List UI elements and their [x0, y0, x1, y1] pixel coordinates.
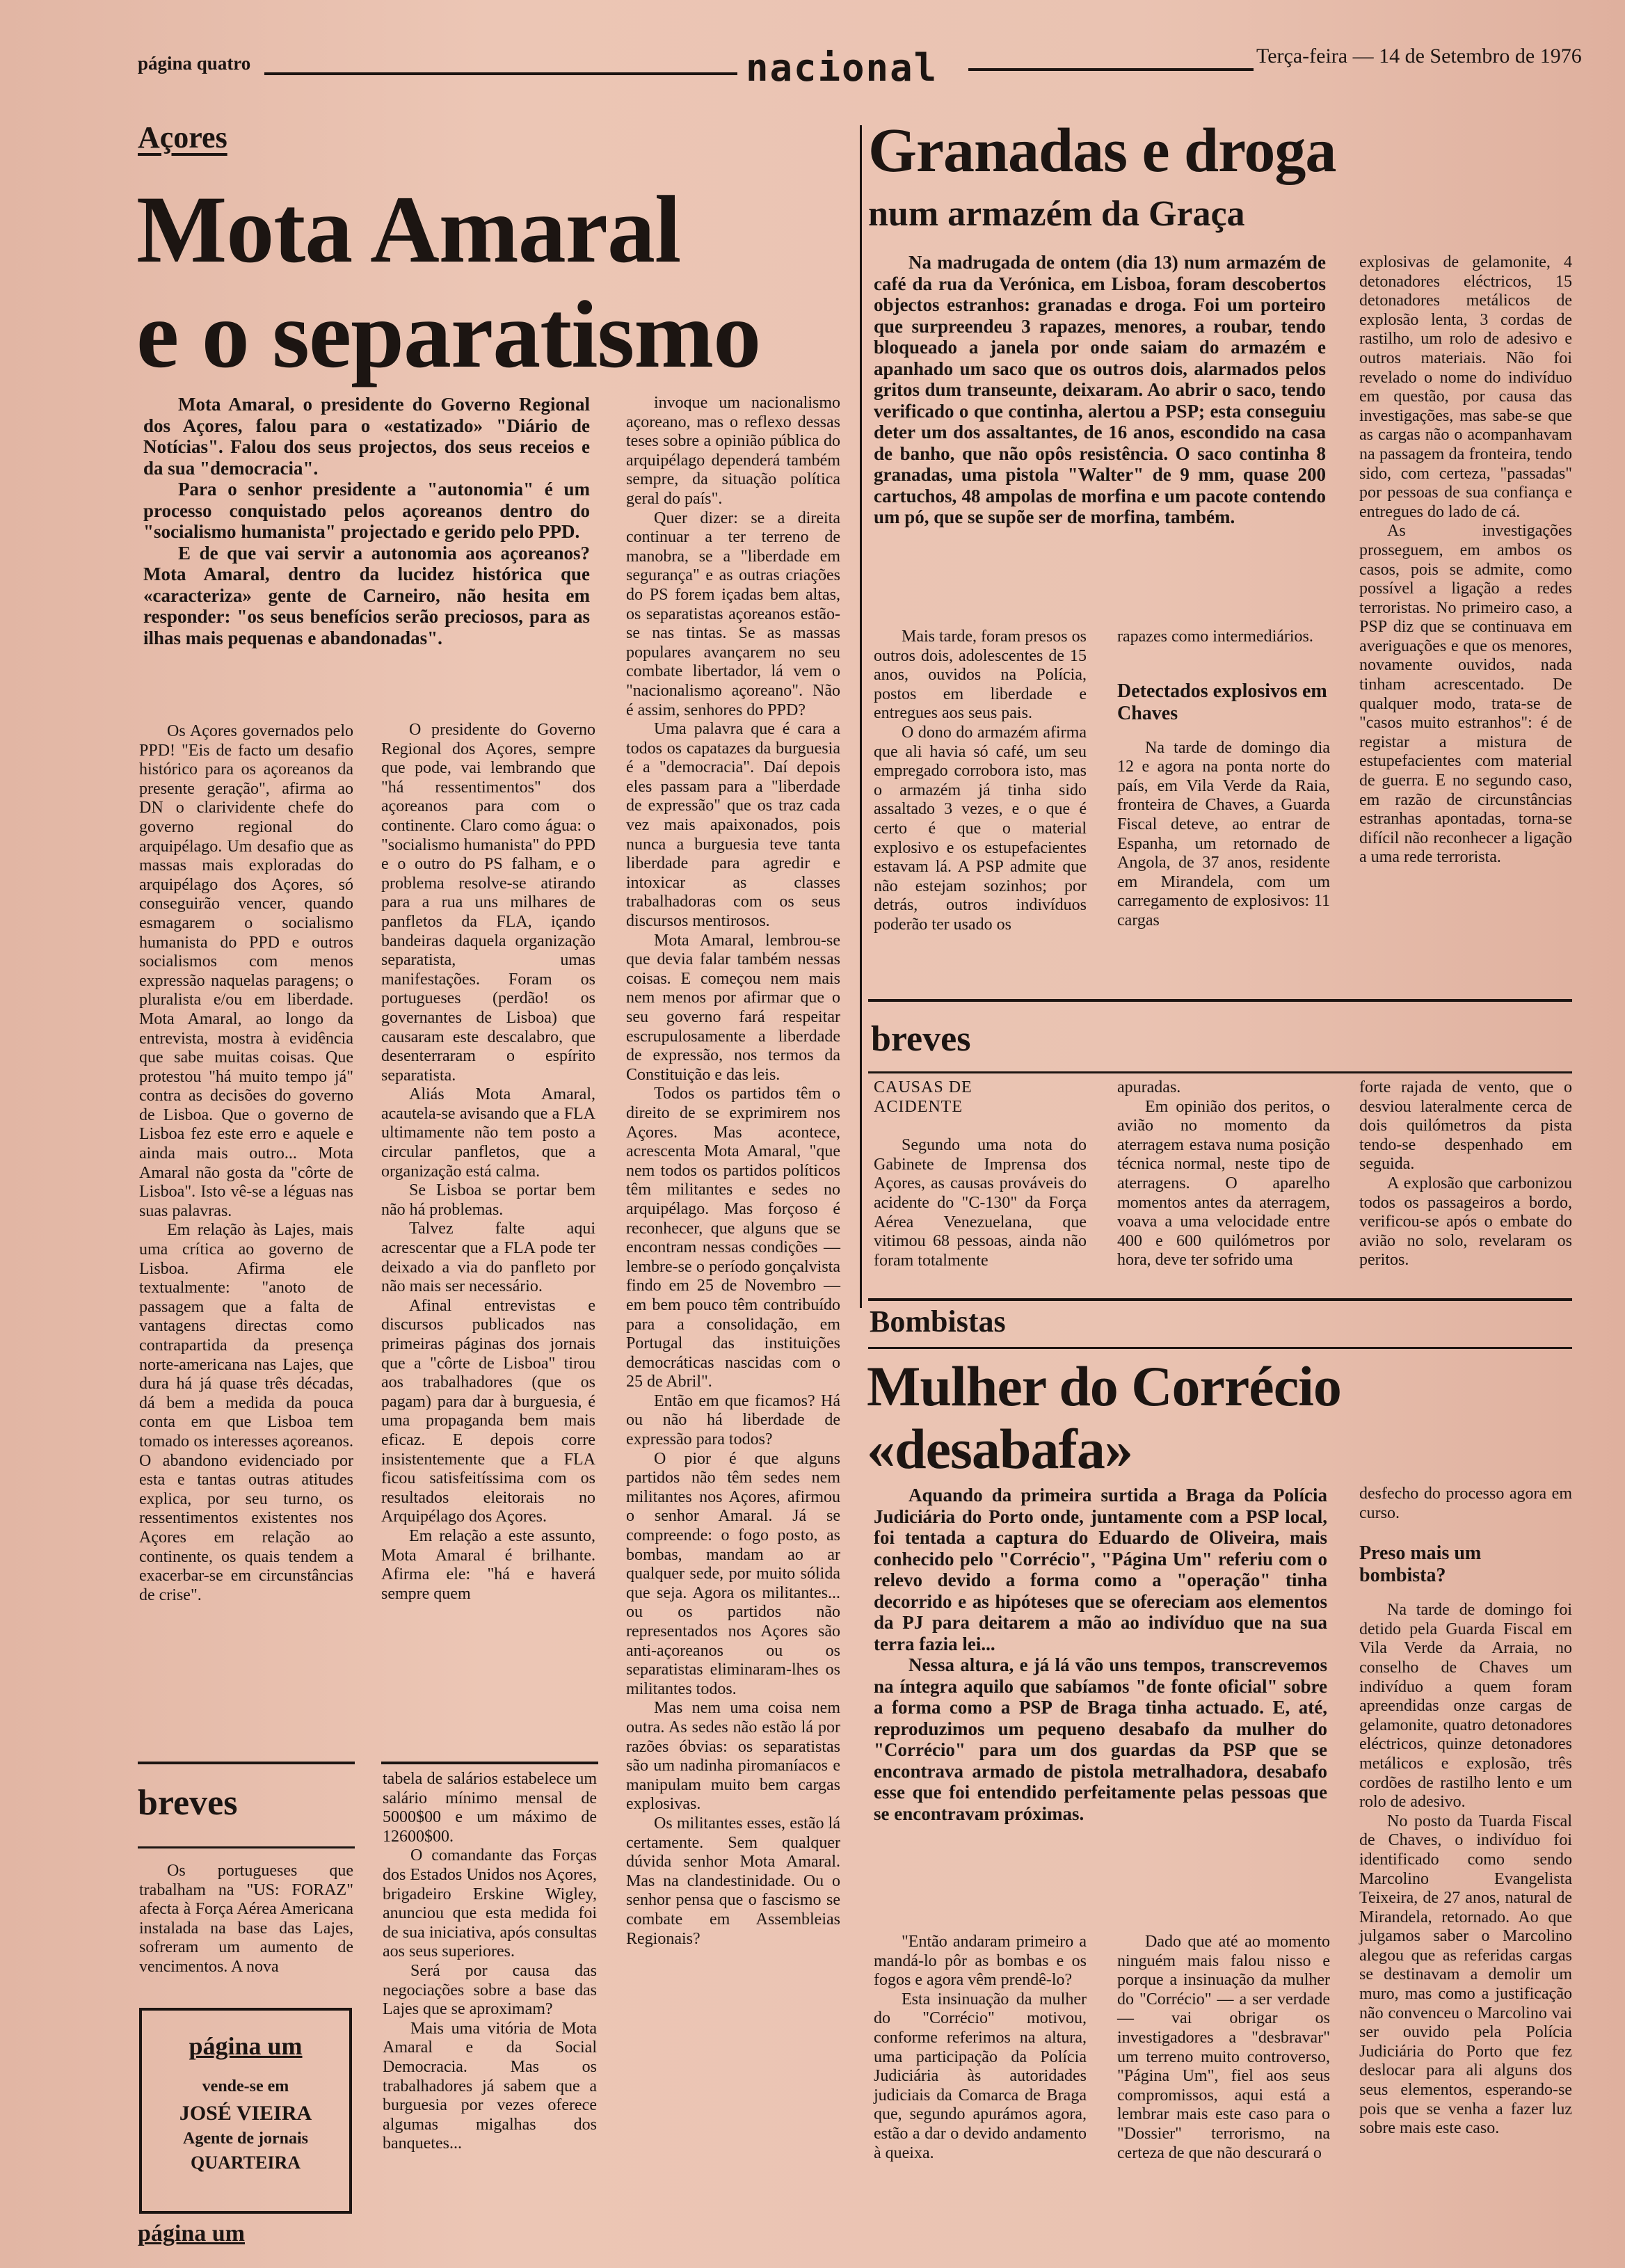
section-divider [868, 1298, 1572, 1301]
paragraph: Mas nem uma coisa nem outra. As sedes não estão lá por razões óbvias: os separatistas são um nadinha piromaníacos e manipulam muito bem cargas explosivas. [626, 1699, 840, 1814]
article-subhead: Preso mais um bombista? [1359, 1542, 1482, 1587]
breves-column [1117, 1078, 1330, 1290]
lead-paragraph: Aquando da primeira surtida a Braga da Polícia Judiciária do Porto onde, juntamente com a PSP local, foi tentada a captura do Eduardo de Oliveira, mais conhecido pelo "Corrécio", "Página Um" referiu com o relevo devido a forma como a "operação" tinha decorrido e as hipóteses que se ofereciam aos elementos da PJ para deitarem a mão ao indivíduo que na sua terra fazia lei... [874, 1485, 1327, 1654]
section-name: nacional [746, 46, 938, 90]
column-separator [860, 125, 862, 1308]
paragraph: O presidente do Governo Regional dos Açores, sempre que pode, vai lembrando que "há ressentimentos" dos açoreanos para com o continente. Claro como água: o "socialismo humanista" do PPD e o outro do PS falham, e o problema resolve-se atirando para a rua uns milhares de panfletos da FLA, içando bandeiras daquela organização separatista, umas manifestações. Foram os portugueses (perdão! os governantes de Lisboa) que causaram este descalabro, que desenterraram o espírito separatista. [381, 721, 595, 1085]
lead-paragraph: Mota Amaral, o presidente do Governo Regional dos Açores, falou para o «estatizado» "Diário de Notícias". Falou dos seus projectos, dos seus receios e da sua "democracia". [143, 394, 590, 479]
section-divider [381, 1762, 598, 1764]
section-divider [138, 1762, 355, 1764]
lead-paragraph: Nessa altura, e já lá vão uns tempos, transcrevemos na íntegra aquilo que sabíamos "de fonte oficial" sobre a forma como a PSP de Braga tinha actuado. E, até, reproduzimos um pequeno desabafo da mulher do "Corrécio" para um dos guardas da PSP que se encontrava armado de pistola metralhadora, desabafo esse que foi entendido perfeitamente pelas pessoas que se encontravam próximas. [874, 1654, 1327, 1824]
article-lead [874, 252, 1326, 615]
article-column [874, 1933, 1087, 2239]
paragraph: Mais uma vitória de Mota Amaral e da Social Democracia. Mas os trabalhadores já sabem que a burguesia por vezes oferece algumas migalhas dos banquetes... [383, 2019, 597, 2153]
paragraph: Os militantes esses, estão lá certamente. Sem qualquer dúvida senhor Mota Amaral. Mas na clandestinidade. Ou o senhor pensa que o fascismo se combate em Assembleias Regionais? [626, 1814, 840, 1948]
breves-column [139, 1862, 353, 1976]
article-headline [136, 176, 776, 388]
section-divider [138, 1846, 355, 1848]
paragraph: forte rajada de vento, que o desviou lateralmente cerca de dois quilómetros da pista tendo-se despenhado em seguida. [1359, 1078, 1572, 1174]
paragraph: Talvez falte aqui acrescentar que a FLA pode ter deixado a via do panfleto por não mais ser necessário. [381, 1220, 595, 1296]
paragraph: A explosão que carbonizou todos os passageiros a bordo, verificou-se após o embate do avião no solo, revelaram os peritos. [1359, 1174, 1572, 1270]
paragraph: Os portugueses que trabalham na "US: FORAZ" afecta à Força Aérea Americana instalada na base das Lajes, sofreram um aumento de vencimentos. A nova [139, 1862, 353, 1976]
paragraph: Mota Amaral, lembrou-se que devia falar também nessas coisas. E começou nem mais nem menos por afirmar que o seu governo fará respeitar escrupulosamente a liberdade de expressão, nos termos da Constituição e das leis. [626, 931, 840, 1084]
paragraph: Mais tarde, foram presos os outros dois, adolescentes de 15 anos, ouvidos na Polícia, postos em liberdade e entregues aos seus pais. [874, 628, 1087, 723]
paragraph: Na tarde de domingo dia 12 e agora na ponta norte do país, em Vila Verde da Raia, fronteira de Chaves, a Guarda Fiscal deteve, ao entrar de Espanha, um retornado de Angola, de 37 anos, residente em Mirandela, com um carregamento de explosivos: 11 cargas [1117, 738, 1330, 929]
headline-line-2: «desabafa» [867, 1417, 1132, 1481]
section-divider [868, 1347, 1572, 1349]
breves-caption: CAUSAS DE ACIDENTE [874, 1078, 972, 1116]
headline-line-1: Mulher do Corrécio [867, 1355, 1341, 1418]
article-headline: Granadas e droga [868, 116, 1336, 185]
paragraph: explosivas de gelamonite, 4 detonadores eléctricos, 15 detonadores metálicos de explosão lenta, 3 cordas de rastilho, um rolo de adesivo e outros materiais. Não foi revelado o nome do indivíduo em questão, por causa das investigações, mas sabe-se que as cargas não o acompanhavam na passagem da fronteira, tendo sido, com certeza, "passadas" por pessoas de sua confiança e entregues do lado de cá. [1359, 253, 1572, 521]
paragraph: rapazes como intermediários. [1117, 628, 1313, 646]
ad-line: JOSÉ VIEIRA [179, 2102, 312, 2125]
paragraph: desfecho do processo agora em curso. [1359, 1485, 1572, 1522]
ad-line: vende-se em [202, 2077, 289, 2095]
breves-column [874, 1078, 1087, 1290]
article-kicker: Açores [138, 120, 227, 154]
headline-line-2: e o separatismo [136, 280, 761, 388]
ad-line: Agente de jornais [183, 2130, 308, 2148]
article-column [1359, 253, 1572, 987]
section-divider [868, 1071, 1572, 1073]
breves-column [1359, 1078, 1572, 1290]
masthead-rule-right [968, 68, 1254, 71]
issue-date: Terça-feira — 14 de Setembro de 1976 [1256, 45, 1582, 67]
paragraph: Se Lisboa se portar bem não há problemas. [381, 1181, 595, 1219]
lead-paragraph: Para o senhor presidente a "autonomia" é um processo conquistado pelos açoreanos dentro do "socialismo humanista" projectado e gerido pelo PPD. [143, 479, 590, 542]
paragraph: Em relação a este assunto, Mota Amaral é brilhante. Afirma ele: "há e haverá sempre quem [381, 1526, 595, 1603]
paragraph: Será por causa das negociações sobre a base das Lajes que se aproximam? [383, 1961, 597, 2019]
paragraph: invoque um nacionalismo açoreano, mas o reflexo dessas teses sobre a opinião pública do arquipélago dependerá também sempre, da situação política geral do país". [626, 394, 840, 508]
paragraph: Uma palavra que é cara a todos os capatazes da burguesia é a "democracia". Daí depois eles passam para a "liberdade de expressão" que os traz cada vez mais apaixonados, pois nunca a burguesia teve tanta liberdade para agredir e intoxicar as classes trabalhadoras com os seus discursos mentirosos. [626, 720, 840, 931]
lead-paragraph: E de que vai servir a autonomia aos açoreanos? Mota Amaral, dentro da lucidez histórica que «caracteriza» gente de Carneiro, não hesita em responder: "os seus benefícios serão preciosos, para as ilhas mais pequenas e abandonadas". [143, 542, 590, 648]
paragraph: Afinal entrevistas e discursos publicados nas primeiras páginas dos jornais que a "côrte de Lisboa" tirou aos trabalhadores (que os pagam) para dar à burguesia, é uma propaganda bem mais eficaz. E depois corre insistentemente que a FLA ficou satisfeitíssima com os resultados eleitorais no Arquipélago dos Açores. [381, 1296, 595, 1526]
paragraph: Aliás Mota Amaral, acautela-se avisando que a FLA ultimamente não tem posto a circular panfletos, que a organização está calma. [381, 1085, 595, 1181]
breves-column [383, 1770, 597, 2229]
article-column [139, 722, 353, 1742]
article-lead [874, 1485, 1327, 1924]
paragraph: "Então andaram primeiro a mandá-lo pôr as bombas e os fogos e agora vêm prendê-lo? [874, 1933, 1087, 1990]
article-column [626, 394, 840, 2229]
ad-title: página um [189, 2032, 303, 2060]
paragraph-group [1359, 1601, 1572, 2262]
paragraph: tabela de salários estabelece um salário mínimo mensal de 5000$00 e um máximo de 12600$00. [383, 1770, 597, 1846]
breves-title: breves [138, 1783, 238, 1823]
paragraph: Quer dizer: se a direita continuar a ter terreno de manobra, se a "liberdade em segurança" e as outras criações do PS forem içadas bem altas, os separatistas açoreanos estão-se nas tintas. Se as massas populares avançarem no seu combate libertador, lá vem o "nacionalismo açoreano". Não é assim, senhores do PPD? [626, 509, 840, 719]
paragraph: O comandante das Forças dos Estados Unidos nos Açores, brigadeiro Erskine Wigley, anunciou que esta medida foi de sua iniciativa, após consultas aos seus superiores. [383, 1846, 597, 1961]
article-kicker: Bombistas [870, 1304, 1006, 1339]
paragraph: Em opinião dos peritos, o avião no momento da aterragem estava numa posição técnica normal, neste tipo de aterragens. O aparelho momentos antes da aterragem, voava a uma velocidade entre 400 e 600 quilómetros por hora, deve ter sofrido uma [1117, 1097, 1330, 1270]
paragraph: Esta insinuação da mulher do "Corrécio" motivou, conforme referimos na altura, uma participação da Polícia Judiciária às autoridades judiciais da Comarca de Braga que, segundo apurámos agora, estão a dar o devido andamento à queixa. [874, 1990, 1087, 2162]
paragraph: Dado que até ao momento ninguém mais falou nisso e porque a insinuação da mulher do "Corrécio" — a ser verdade — vai obrigar os investigadores a "desbravar" um terreno muito controverso, "Página Um", fiel aos seus compromissos, aqui está a lembrar mais este caso para o "Dossier" terrorismo, na certeza de que não descurará o [1117, 1933, 1330, 2162]
article-column [1117, 1933, 1330, 2239]
article-column [381, 721, 595, 1743]
section-divider [868, 999, 1572, 1002]
paragraph: Em relação às Lajes, mais uma crítica ao governo de Lisboa. Afirma ele textualmente: "anoto de passagem que a falta de vantagens directas como contrapartida da presença norte-americana nas Lajes, que dura há já quase três décadas, dá bem a medida da pouca conta em que Lisboa tem tomado os interesses açoreanos. O abandono evidenciado por esta e tantas outras atitudes explica, por seu turno, os ressentimentos existentes nos Açores em relação ao continente, os quais tendem a exacerbar-se em circunstâncias de crise". [139, 1221, 353, 1604]
paragraph: Na tarde de domingo foi detido pela Guarda Fiscal em Vila Verde da Arraia, no conselho de Chaves um indivíduo a quem foram apreendidas onze cargas de gelamonite, quatro detonadores eléctricos, quinze detonadores metálicos e explosão, três cordões de rastilho lento e um rolo de adesivo. [1359, 1601, 1572, 1812]
paragraph: O dono do armazém afirma que ali havia só café, um seu empregado corrobora isto, mas o armazém já tinha sido assaltado 3 vezes, e o que é certo é que o material explosivo e os estupefacientes estavam lá. A PSP admite que não estejam sozinhos; por detrás, outros indivíduos poderão ter usado os [874, 723, 1087, 934]
paragraph: Todos os partidos têm o direito de se exprimirem nos Açores. Mas acontece, acrescenta Mota Amaral, "que nem todos os partidos políticos têm militantes e sedes no arquipélago. Mas forçoso é reconhecer, que alguns que se encontram nessas condições — lembre-se o período gonçalvista findo em 25 de Novembro — em bem pouco têm contribuído para a consolidação, em Portugal das instituições democráticas nascidas com o 25 de Abril". [626, 1085, 840, 1391]
ad-line: QUARTEIRA [191, 2153, 301, 2173]
paragraph: Os Açores governados pelo PPD! "Eis de facto um desafio histórico para os açoreanos da presente geração", afirma ao DN o clarividente chefe do governo regional do arquipélago. Um desafio que as massas mais exploradas do arquipélago dos Açores, só conseguirão vencer, quando esmagarem o socialismo humanista do PPD e outros socialismos com menos expressão naquelas paragens; o pluralista e/ou em liberdade. Mota Amaral, ao longo da entrevista, mostra à evidência que sabe muitas coisas. Que protestou "há muito tempo já" contra as decisões do governo de Lisboa. Que o governo de Lisboa fez este erro e aquele e ainda mais outro... Mota Amaral não gosta da "côrte de Lisboa". Isto vê-se a léguas nas suas palavras. [139, 722, 353, 1220]
paragraph: Então em que ficamos? Há ou não há liberdade de expressão para todos? [626, 1391, 840, 1449]
advertisement-box [139, 2008, 352, 2214]
masthead-rule-left [264, 72, 737, 75]
lead-paragraph: Na madrugada de ontem (dia 13) num armazém de café da rua da Verónica, em Lisboa, foram descobertos objectos estranhos: granadas e droga. Foi um porteiro que surpreendeu 3 rapazes, menores, a roubar, tendo bloqueado a janela por onde saiam do armazém e apanhado um saco que os outros dois, alarmados pelos gritos dum transeunte, deixaram. Ao abrir o saco, tendo verificado o que continha, alertou a PSP; esta conseguiu deter um dos assaltantes, de 16 anos, escondido na casa de banho, que não opôs resistência. O saco continha 8 granadas, uma pistola "Walter" de 9 mm, quase 200 cartuchos, 48 ampolas de morfina e um pacote contendo um pó, que se supõe ser de morfina, também. [874, 252, 1326, 527]
paragraph: No posto da Tuarda Fiscal de Chaves, o indivíduo foi identificado como sendo Marcolino Evangelista Teixeira, de 27 anos, natural de Mirandela, retornado. Ao que julgamos saber o Marcolino alegou que as referidas cargas se destinavam a demolir um muro, mas como a justificação não convenceu o Marcolino vai ser ouvido pela Polícia Judiciária do Porto que fez deslocar para ali alguns dos seus elementos, esperando-se pois que se venha a fazer luz sobre mais este caso. [1359, 1812, 1572, 2138]
footer-logo: página um [138, 2221, 245, 2246]
page-label: página quatro [138, 53, 251, 74]
article-column [1117, 628, 1330, 987]
paragraph: As investigações prosseguem, em ambos os casos, pois se admite, como possível a ligação a redes terroristas. No primeiro caso, a PSP diz que se continuava em averiguações e que os menores, novamente ouvidos, nada tinham acrescentado. De qualquer modo, trata-se de "casos muito estranhos": é de registar a mistura de estupefacientes com material de guerra. E no segundo caso, em razão de circunstâncias estranhas apontadas, torna-se difícil não reconhecer a ligação a uma rede terrorista. [1359, 522, 1572, 867]
article-column [1359, 1485, 1572, 2239]
paragraph: apuradas. [1117, 1078, 1181, 1096]
article-column [874, 628, 1087, 987]
breves-title: breves [871, 1019, 971, 1059]
headline-line-1: Mota Amaral [136, 176, 681, 282]
article-subhead: Detectados explosivos em Chaves [1117, 680, 1327, 724]
paragraph-group [1117, 739, 1330, 961]
article-lead [143, 394, 590, 711]
paragraph: Segundo uma nota do Gabinete de Imprensa dos Açores, as causas prováveis do acidente do "C-130" da Força Aérea Venezuelana, que vitimou 68 pessoas, ainda não foram totalmente [874, 1136, 1087, 1270]
article-headline [867, 1357, 1562, 1479]
article-subhead: num armazém da Graça [868, 194, 1245, 234]
paragraph: O pior é que alguns partidos não têm sedes nem militantes nos Açores, afirmou o senhor Amaral. Já se compreende: o fogo posto, as bombas, mandam ao ar qualquer sede, por muito sólida que seja. Agora os militantes... ou os partidos não representados nos Açores são anti-açoreanos ou os separatistas eliminaram-lhes os militantes todos. [626, 1449, 840, 1698]
